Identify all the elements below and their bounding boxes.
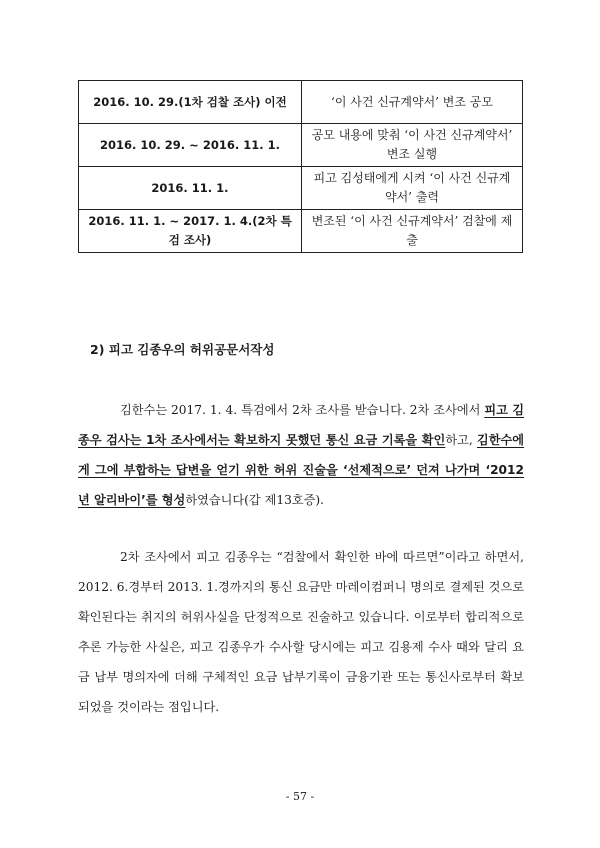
page-number: - 57 - bbox=[285, 790, 315, 803]
table-row bbox=[79, 210, 523, 253]
table-row bbox=[79, 167, 523, 210]
paragraph-1-highlight-a: 피고 김종우 검사는 1차 조사에서는 확보하지 못했던 통신 요금 기록을 확인 bbox=[78, 403, 524, 447]
paragraph-1-text-b: 하고, bbox=[445, 433, 477, 447]
table-cell-event: 변조된 ‘이 사건 신규계약서’ 검찰에 제출 bbox=[302, 210, 523, 253]
table-cell-event: 피고 김성태에게 시켜 ‘이 사건 신규계약서’ 출력 bbox=[302, 167, 523, 210]
paragraph-2-text: 2차 조사에서 피고 김종우는 “검찰에서 확인한 바에 따르면”이라고 하면서, 2012. 6.경부터 2013. 1.경까지의 통신 요금만 마레이컴퍼니 명의로 결제된 것으로 확인된다는 취지의 허위사실을 단정적으로 진술하고 있습니다. 이로부터 합리적으로 추론 가능한 사실은, 피고 김종우가 수사할 당시에는 피고 김용제 수사 때와 달리 요금 납부 명의자에 더해 구체적인 요금 납부기록이 금융기관 또는 통신사로부터 확보되었을 것이라는 점입니다. bbox=[78, 550, 524, 714]
paragraph-2 bbox=[78, 542, 524, 722]
paragraph-1-text-c: 하였습니다(갑 제13호증). bbox=[185, 493, 325, 507]
table-cell-event: ‘이 사건 신규계약서’ 변조 공모 bbox=[302, 81, 523, 124]
timeline-table bbox=[78, 80, 523, 253]
table-row bbox=[79, 124, 523, 167]
paragraph-1-text-a: 김한수는 2017. 1. 4. 특검에서 2차 조사를 받습니다. 2차 조사에서 bbox=[120, 403, 485, 417]
table-cell-date: 2016. 10. 29. ~ 2016. 11. 1. bbox=[79, 124, 302, 167]
paragraph-1-highlight-b: 김한수에게 그에 부합하는 답변을 얻기 위한 허위 진술을 ‘선제적으로’ 던져 나가며 ‘2012년 알리바이’를 형성 bbox=[78, 433, 525, 507]
section-heading: 2) 피고 김종우의 허위공문서작성 bbox=[90, 342, 275, 357]
table-cell-date: 2016. 10. 29.(1차 검찰 조사) 이전 bbox=[79, 81, 302, 124]
paragraph-1 bbox=[78, 395, 524, 515]
table-row bbox=[79, 81, 523, 124]
table-cell-date: 2016. 11. 1. ~ 2017. 1. 4.(2차 특검 조사) bbox=[79, 210, 302, 253]
table-cell-date: 2016. 11. 1. bbox=[79, 167, 302, 210]
table-cell-event: 공모 내용에 맞춰 ‘이 사건 신규계약서’ 변조 실행 bbox=[302, 124, 523, 167]
